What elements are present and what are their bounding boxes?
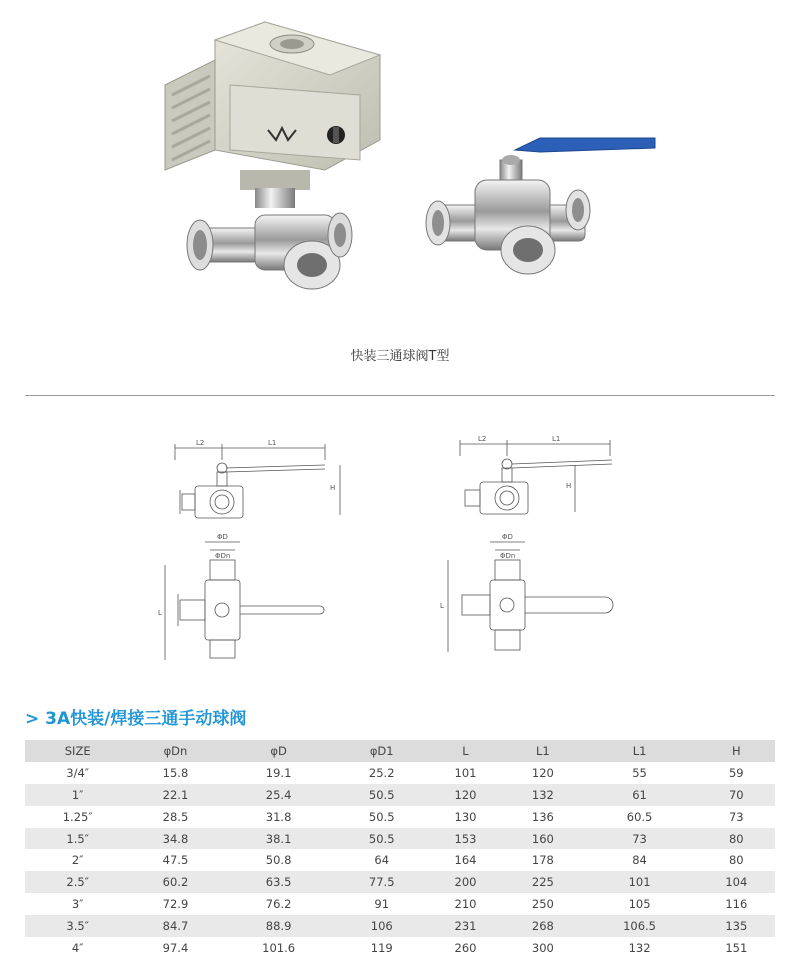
product-photo-svg: [0, 0, 800, 320]
table-cell: 77.5: [337, 871, 427, 893]
spec-table-header-cell: H: [698, 740, 775, 762]
table-cell: 25.2: [337, 762, 427, 784]
spec-table-body: [25, 762, 775, 959]
table-cell: 50.5: [337, 806, 427, 828]
table-cell: 15.8: [130, 762, 220, 784]
table-cell: 50.5: [337, 828, 427, 850]
table-cell: 151: [698, 937, 775, 959]
dim-label-h-left: H: [330, 484, 336, 492]
table-cell: 116: [698, 893, 775, 915]
table-cell: 101: [427, 762, 504, 784]
section-title: > 3A快装/焊接三通手动球阀: [25, 709, 247, 729]
table-cell: 160: [504, 828, 581, 850]
table-cell: 3.5″: [25, 915, 130, 937]
table-row: [25, 806, 775, 828]
drawing-left-top-view: [175, 439, 340, 518]
table-row: [25, 871, 775, 893]
dim-label-l-right: L: [440, 602, 444, 610]
dim-label-l1-left: L1: [268, 439, 277, 447]
table-cell: 70: [698, 784, 775, 806]
table-cell: 1.5″: [25, 828, 130, 850]
divider: [25, 395, 775, 396]
table-cell: 132: [582, 937, 698, 959]
electric-actuated-valve-image: [165, 22, 380, 289]
table-cell: 31.8: [221, 806, 337, 828]
table-cell: 84: [582, 849, 698, 871]
table-cell: 63.5: [221, 871, 337, 893]
table-cell: 105: [582, 893, 698, 915]
table-cell: 88.9: [221, 915, 337, 937]
table-cell: 132: [504, 784, 581, 806]
spec-table-header-cell: φDn: [130, 740, 220, 762]
table-cell: 34.8: [130, 828, 220, 850]
table-cell: 2.5″: [25, 871, 130, 893]
table-cell: 91: [337, 893, 427, 915]
dim-label-l-left: L: [158, 609, 162, 617]
table-row: [25, 828, 775, 850]
table-cell: 60.5: [582, 806, 698, 828]
table-row: [25, 849, 775, 871]
table-row: [25, 762, 775, 784]
dim-label-l1-right: L1: [552, 435, 561, 443]
table-cell: 3″: [25, 893, 130, 915]
table-cell: 136: [504, 806, 581, 828]
dim-label-h-right: H: [566, 482, 572, 490]
table-cell: 2″: [25, 849, 130, 871]
spec-table-header-row: [25, 740, 775, 762]
table-cell: 300: [504, 937, 581, 959]
table-cell: 50.8: [221, 849, 337, 871]
table-cell: 101.6: [221, 937, 337, 959]
table-cell: 73: [698, 806, 775, 828]
dim-label-dn-right: ΦDn: [500, 552, 516, 560]
table-cell: 260: [427, 937, 504, 959]
table-cell: 47.5: [130, 849, 220, 871]
dim-label-l2-right: L2: [478, 435, 487, 443]
table-cell: 4″: [25, 937, 130, 959]
table-cell: 73: [582, 828, 698, 850]
table-cell: 178: [504, 849, 581, 871]
table-cell: 210: [427, 893, 504, 915]
drawing-right-top-view: [460, 435, 612, 514]
table-cell: 153: [427, 828, 504, 850]
table-cell: 72.9: [130, 893, 220, 915]
table-cell: 106.5: [582, 915, 698, 937]
manual-valve-image: [426, 138, 655, 274]
table-cell: 55: [582, 762, 698, 784]
table-cell: 76.2: [221, 893, 337, 915]
table-cell: 130: [427, 806, 504, 828]
table-cell: 19.1: [221, 762, 337, 784]
spec-table-header-cell: L1: [504, 740, 581, 762]
table-cell: 104: [698, 871, 775, 893]
table-cell: 1.25″: [25, 806, 130, 828]
table-row: [25, 937, 775, 959]
table-row: [25, 784, 775, 806]
table-cell: 64: [337, 849, 427, 871]
table-cell: 61: [582, 784, 698, 806]
dim-label-l2-left: L2: [196, 439, 205, 447]
spec-table-header-cell: SIZE: [25, 740, 130, 762]
drawing-right-front-view: [440, 533, 613, 652]
table-cell: 231: [427, 915, 504, 937]
drawing-left-front-view: [158, 533, 324, 660]
drawing-svg: [0, 420, 800, 670]
table-cell: 101: [582, 871, 698, 893]
table-cell: 200: [427, 871, 504, 893]
table-cell: 250: [504, 893, 581, 915]
table-cell: 25.4: [221, 784, 337, 806]
table-cell: 225: [504, 871, 581, 893]
table-cell: 3/4″: [25, 762, 130, 784]
product-photos: [0, 0, 800, 320]
spec-table-header-cell: L1: [582, 740, 698, 762]
dim-label-d-left: ΦD: [217, 533, 228, 541]
table-cell: 164: [427, 849, 504, 871]
product-caption: 快装三通球阀T型: [350, 349, 450, 364]
table-cell: 38.1: [221, 828, 337, 850]
table-row: [25, 915, 775, 937]
table-cell: 268: [504, 915, 581, 937]
technical-drawings: [0, 420, 800, 670]
table-cell: 1″: [25, 784, 130, 806]
table-row: [25, 893, 775, 915]
table-cell: 120: [427, 784, 504, 806]
table-cell: 106: [337, 915, 427, 937]
table-cell: 97.4: [130, 937, 220, 959]
spec-table: [25, 740, 775, 959]
table-cell: 60.2: [130, 871, 220, 893]
table-cell: 80: [698, 849, 775, 871]
spec-table-header-cell: L: [427, 740, 504, 762]
dim-label-dn-left: ΦDn: [215, 552, 231, 560]
table-cell: 135: [698, 915, 775, 937]
table-cell: 84.7: [130, 915, 220, 937]
dim-label-d-right: ΦD: [502, 533, 513, 541]
table-cell: 50.5: [337, 784, 427, 806]
spec-table-header-cell: φD1: [337, 740, 427, 762]
table-cell: 28.5: [130, 806, 220, 828]
spec-table-header-cell: φD: [221, 740, 337, 762]
table-cell: 59: [698, 762, 775, 784]
table-cell: 119: [337, 937, 427, 959]
table-cell: 120: [504, 762, 581, 784]
table-cell: 80: [698, 828, 775, 850]
table-cell: 22.1: [130, 784, 220, 806]
